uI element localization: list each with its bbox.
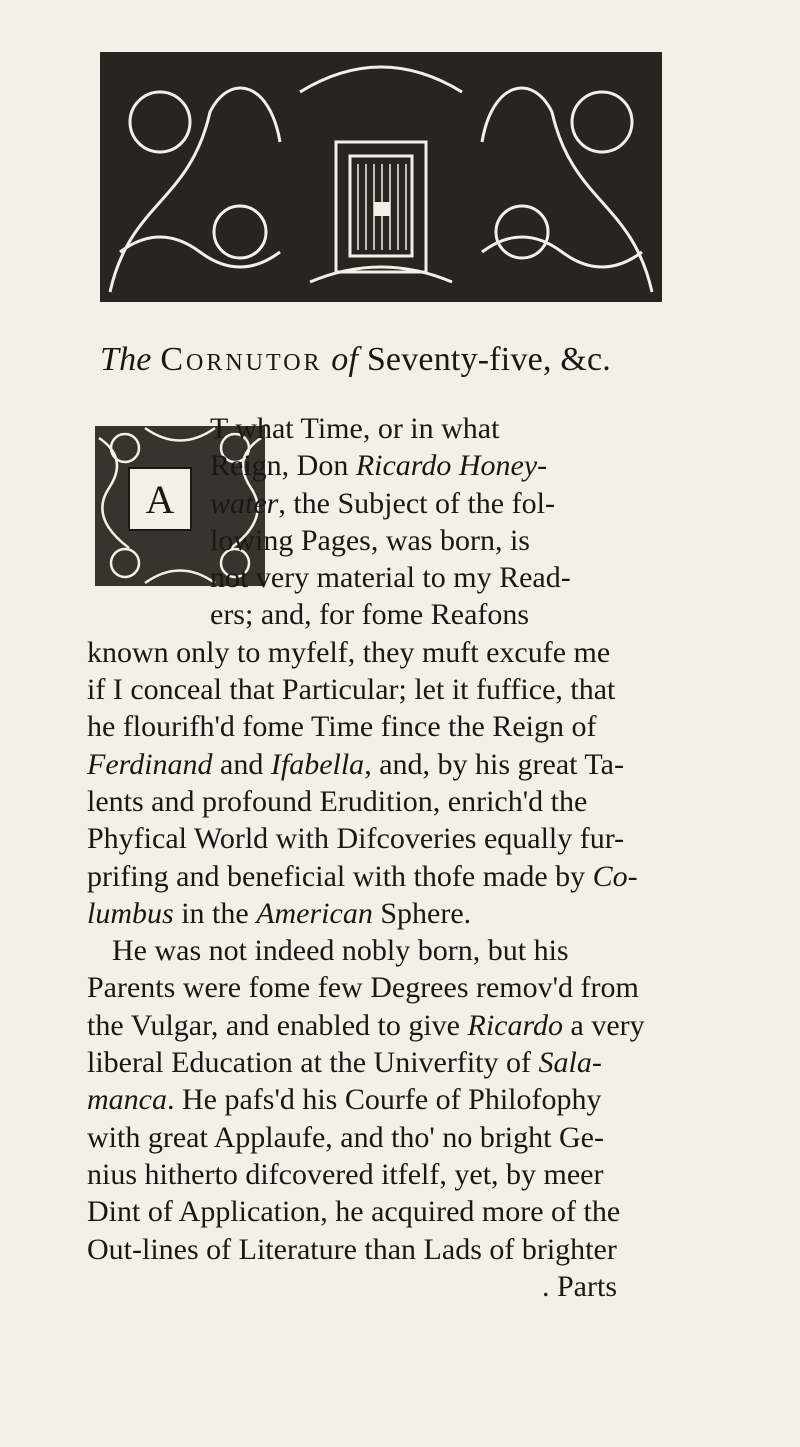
title-subtitle: Seventy-five, &c. xyxy=(366,341,611,378)
text-segment: Out-lines of Literature than Lads of brighter xyxy=(87,1232,617,1266)
text-segment: lowing Pages, was born, is xyxy=(210,523,530,557)
text-line xyxy=(542,1268,800,1305)
text-line xyxy=(87,746,800,783)
text-segment: Ricardo Honey- xyxy=(355,449,548,483)
title-cornutor: Cornutor xyxy=(160,341,323,378)
text-segment: Ferdinand xyxy=(87,747,213,781)
text-segment: lents and profound Erudition, enrich'd the xyxy=(87,784,588,818)
text-segment: in the xyxy=(173,896,257,930)
text-line xyxy=(87,1007,800,1044)
text-line xyxy=(87,1081,800,1118)
ornament-graphic xyxy=(100,52,662,302)
text-line xyxy=(87,969,800,1006)
text-segment: Sala- xyxy=(538,1046,602,1080)
text-line xyxy=(87,1044,800,1081)
text-segment: manca xyxy=(87,1083,167,1117)
text-line xyxy=(87,895,800,932)
text-segment: with great Applaufe, and tho' no bright Ge- xyxy=(87,1120,604,1154)
text-line xyxy=(210,485,800,522)
text-segment: the Vulgar, and enabled to give xyxy=(87,1008,468,1042)
text-segment: water xyxy=(210,486,279,520)
text-segment: he flourifh'd fome Time fince the Reign of xyxy=(87,710,597,744)
text-segment: known only to myfelf, they muft excufe me xyxy=(87,635,611,669)
text-line xyxy=(87,1231,800,1268)
text-segment: prifing and beneficial with thofe made by xyxy=(87,859,593,893)
text-segment: Co- xyxy=(592,859,638,893)
text-segment: . Parts xyxy=(542,1269,617,1303)
page-title xyxy=(100,338,700,382)
text-line xyxy=(210,410,800,447)
text-segment: . He pafs'd his Courfe of Philofophy xyxy=(166,1083,602,1117)
text-segment: not very material to my Read- xyxy=(210,561,571,595)
text-line xyxy=(87,1156,800,1193)
text-segment: a very xyxy=(563,1008,645,1042)
text-line xyxy=(210,559,800,596)
drop-cap-letter: A xyxy=(145,477,175,522)
text-segment: American xyxy=(256,896,373,930)
text-segment: T what Time, or in what xyxy=(210,412,500,445)
text-segment: Ricardo xyxy=(467,1008,564,1042)
text-line xyxy=(210,596,800,633)
text-segment: and xyxy=(212,747,271,781)
text-segment: lumbus xyxy=(87,896,174,930)
text-segment: Sphere. xyxy=(372,896,472,930)
text-segment: Parents were fome few Degrees remov'd from xyxy=(87,971,639,1005)
text-line xyxy=(87,634,800,671)
text-line xyxy=(87,708,800,745)
text-line xyxy=(112,932,800,969)
text-segment: He was not indeed nobly born, but his xyxy=(112,934,569,968)
text-line xyxy=(87,820,800,857)
text-line xyxy=(87,783,800,820)
text-segment: Reign, Don xyxy=(210,449,356,483)
text-segment: , the Subject of the fol- xyxy=(278,486,555,520)
text-line xyxy=(210,447,800,484)
text-line xyxy=(87,1119,800,1156)
text-segment: , and, by his great Ta- xyxy=(364,747,624,781)
text-segment: Dint of Application, he acquired more of the xyxy=(87,1195,621,1229)
headpiece-ornament xyxy=(100,52,662,302)
title-of: of xyxy=(331,341,359,378)
text-segment: Phyfical World with Difcoveries equally fur- xyxy=(87,822,625,856)
text-segment: if I conceal that Particular; let it fuffice, that xyxy=(87,673,616,707)
text-segment: liberal Education at the Univerfity of xyxy=(87,1046,539,1080)
body-text xyxy=(87,410,800,1305)
text-line xyxy=(87,1193,800,1230)
text-segment: nius hitherto difcovered itfelf, yet, by meer xyxy=(87,1157,604,1191)
text-line xyxy=(87,671,800,708)
title-the: The xyxy=(100,341,152,378)
text-line xyxy=(87,858,800,895)
text-segment: Ifabella xyxy=(270,747,365,781)
text-segment: ers; and, for fome Reafons xyxy=(210,598,530,632)
text-line xyxy=(210,522,800,559)
